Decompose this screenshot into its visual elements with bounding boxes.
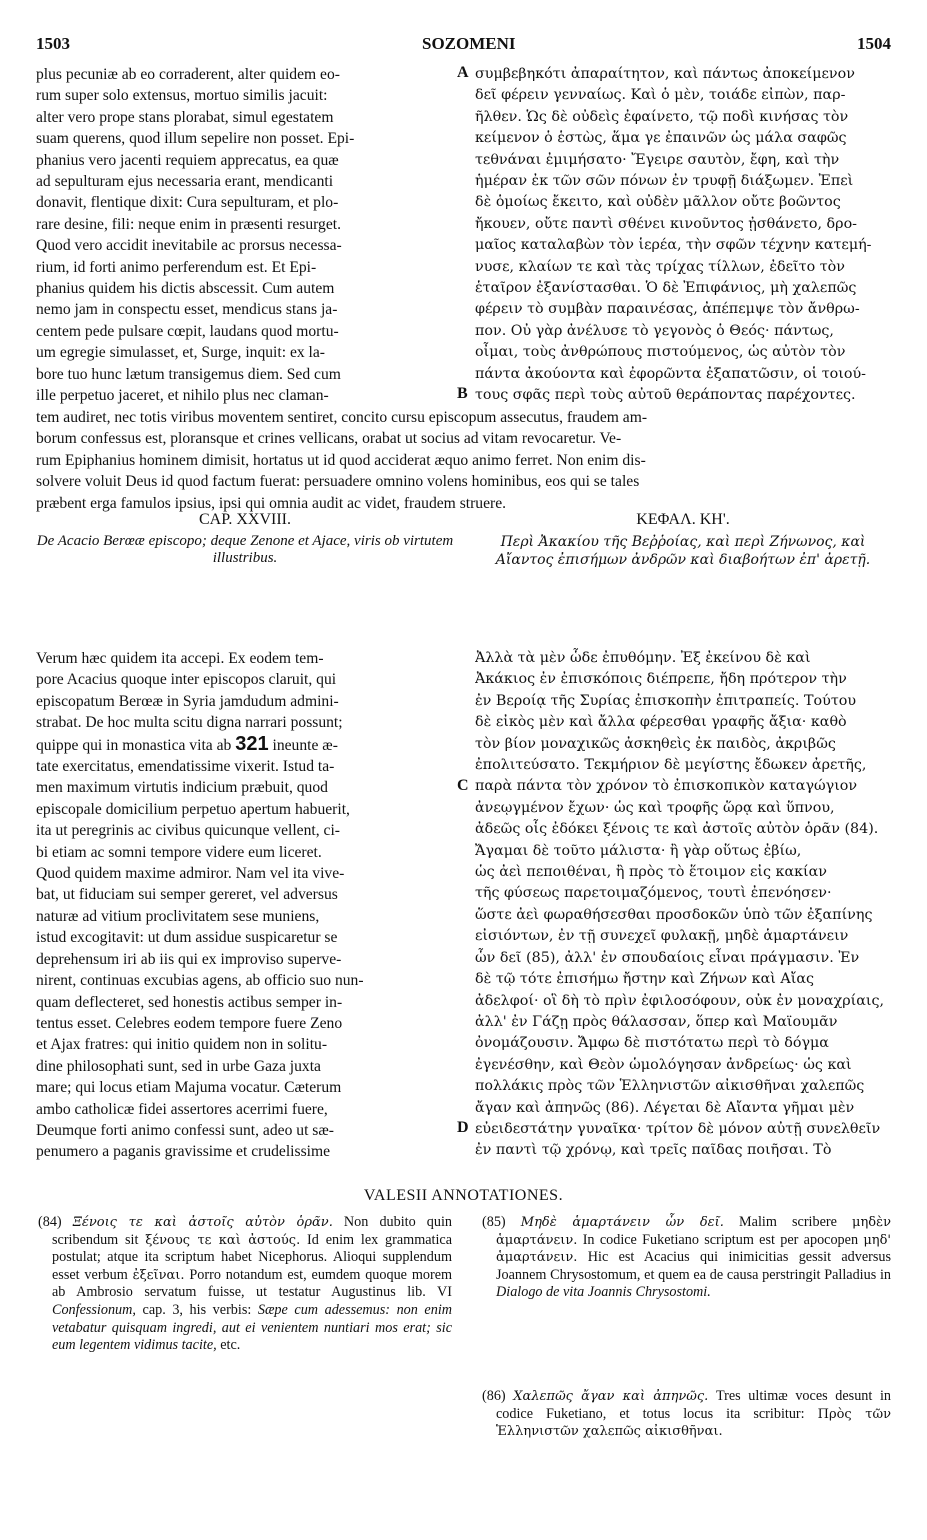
margin-marker-a: A	[457, 64, 469, 81]
text-line: ἐγενέσθην, καὶ Θεὸν ὡμολόγησαν ἀνδρείως· ὡς καὶ	[475, 1056, 852, 1073]
note-text: Malim scribere	[739, 1214, 837, 1230]
note-greek: μηδὲν ἁμαρτάνειν.	[496, 1215, 891, 1248]
note-italic: Confessionum,	[52, 1301, 136, 1318]
text-line: borum confessus est, ploransque et crines vellicans, orabat ut socius ad vitam revocaretur. Ve-	[36, 430, 622, 448]
text-line: Verum hæc quidem ita accepi. Ex eodem tem-	[36, 650, 324, 667]
text-line: ἀλλ' ἐν Γάζῃ πρὸς θάλασσαν, ὅπερ καὶ Μαϊουμᾶν	[475, 1013, 838, 1030]
text-line: rare desine, fili: neque enim in præsenti resurget.	[36, 215, 341, 233]
text-line: Ἀλλὰ τὰ μὲν ὧδε ἐπυθόμην. Ἐξ ἐκείνου δὲ καὶ	[475, 650, 811, 666]
text-line	[36, 734, 454, 756]
latin-column-top	[36, 64, 454, 407]
text-line: Quod quidem maxime admiror. Nam vel ita vive-	[36, 865, 345, 883]
note-lemma: Χαλεπῶς ἄγαν καὶ ἀπηνῶς.	[513, 1389, 709, 1404]
text-line: donavit, flentique dixit: Cura sepulturam, et plo-	[36, 194, 339, 212]
text-line: μαῖος καταλαβὼν τὸν ἱερέα, τὴν σφῶν τέχνην κατεμή-	[475, 237, 872, 254]
text-line: ἀνεῳγμένον ἔχων· ὡς καὶ τροφῆς ὥρᾳ καὶ ὕπνου,	[475, 799, 835, 816]
text-line: οἶμαι, τοὺς ἀνθρώπους πιστούμενος, ὡς αὐτὸν τὸν	[475, 344, 846, 361]
note-greek: ξένους τε καὶ ἀστούς.	[145, 1232, 301, 1248]
text-line: ὥστε ἀεὶ φωραθήσεσθαι προσδοκῶν ὑπὸ τῶν ἐξαπίνης	[475, 906, 873, 923]
text-line: ἡμέραν ἐκ τῶν σῶν πόνων ἐν τρυφῇ διάξωμεν. Ἐπεὶ	[475, 173, 854, 190]
right-page-number: 1504	[857, 34, 891, 53]
text-line: naturæ ad vitium proclivitatem sese muniens,	[36, 907, 320, 925]
text-line: quam deflecteret, sed honestis actibus semper in-	[36, 993, 343, 1011]
margin-marker-d: D	[457, 1119, 469, 1136]
latin-column-body	[36, 648, 454, 1163]
note-text: In codice Fuketiano scriptum est per apocopen	[582, 1231, 859, 1248]
text-line: episcopatum Berœæ in Syria jamdudum admini-	[36, 692, 339, 710]
text-line: δεῖ φέρειν γενναίως. Καὶ ὁ μὲν, τοιάδε εἰπὼν, παρ-	[475, 87, 846, 104]
text-line: et Ajax fratres: qui initio quidem non in solitu-	[36, 1036, 328, 1054]
text-line: ὀνομάζουσιν. Ἄμφω δὲ πιστότατω περὶ τὸ δόγμα	[475, 1035, 829, 1052]
annotation-86	[482, 1388, 892, 1441]
text-span: quippe qui in monastica vita ab	[36, 736, 236, 754]
text-line: ἤκουεν, οὔτε παντὶ σθένει κινοῦντος ᾐσθάνετο, δρο-	[475, 215, 858, 232]
text-line: mare; qui locus etiam Majuma vocatur. Cæterum	[36, 1079, 342, 1097]
text-line: ἑταῖρον ἐξανίστασθαι. Ὁ δὲ Ἐπιφάνιος, μὴ χαλεπῶς	[475, 280, 857, 297]
text-line: τους σφᾶς περὶ τοὺς αὐτοῦ θεράποντας παρέχοντες.	[475, 387, 856, 404]
text-line: deprehensum iri ab iis qui ex improviso superve-	[36, 950, 342, 968]
latin-chapter-heading: CAP. XXVIII.	[199, 511, 291, 528]
text-line: Quod vero accidit inevitabile ac prorsus necessa-	[36, 237, 342, 255]
text-line: Deumque forti animo confessi sunt, adeo ut sæ-	[36, 1121, 334, 1139]
note-greek: Πρὸς τῶν Ἑλληνιστῶν χαλεπῶς αἰκισθῆναι.	[496, 1406, 891, 1440]
text-line: alter vero prope stans plorabat, simul egestatem	[36, 108, 334, 126]
note-greek: ἐξεῖναι.	[132, 1267, 185, 1283]
text-line: εὐειδεστάτην γυναῖκα· τρίτον δὲ μόνον αὐτῇ συνελθεῖν	[475, 1120, 881, 1137]
text-line: nirent, continuas excubias agens, ab officio suo nun-	[36, 972, 364, 990]
note-text: Id enim lex grammatica postulat; atque ita scriptum habet Nicephorus. Alioqui supplendum esset verbum	[52, 1231, 453, 1283]
page-reference-number: 321	[235, 732, 269, 755]
margin-marker-c: C	[457, 777, 469, 794]
text-line: suam querens, quod illum sepelire non posset. Epi-	[36, 130, 355, 148]
text-line: bore tuo hunc lætum transigemus diem. Sed cum	[36, 365, 341, 383]
text-line: ad sepulturam ejus necessaria erant, mendicanti	[36, 173, 334, 191]
text-line: Ἀκάκιος ἐν ἐπισκόποις διέπρεπε, ἤδη πρότερον τὴν	[475, 671, 847, 688]
note-number: (86)	[482, 1388, 506, 1404]
text-line: ἄγαν καὶ ἀπηνῶς (86). Λέγεται δὲ Αἴαντα γῆμαι μὲν	[475, 1099, 855, 1116]
text-line: tentus esset. Celebres eodem tempore fuere Zeno	[36, 1014, 343, 1032]
text-line: ῆλθεν. Ὡς δὲ οὐδεὶς ἐφαίνετο, τῷ ποδὶ κινήσας τὸν	[475, 108, 849, 125]
note-italic: Sæpe cum adessemus: non enim vetabatur quisquam ingredi, aut ei venientem nuntiari mos erat; sic eum legentem vidimus tacite,	[52, 1301, 453, 1354]
text-line: pore Acacius quoque inter episcopos claruit, qui	[36, 671, 337, 689]
text-line: ἀδελφοί· οἳ δὴ τὸ πρὶν ἐφιλοσόφουν, οὐκ ἐν μοναχρίαις,	[475, 992, 885, 1009]
text-line: centem pede pulsare cœpit, laudans quod mortu-	[36, 322, 339, 340]
note-text: Tres ultimæ voces desunt in codice Fuketiano, et totus locus ita scribitur:	[496, 1388, 892, 1422]
text-line: nemo jam in conspectu esset, mendicus stans ja-	[36, 301, 338, 319]
note-text: Hic est Acacius qui inimicitias gessit adversus Joannem Chrysostomum, et quem ea de causa perstringit Palladius in	[496, 1249, 892, 1283]
text-line: dine philosophati sunt, sed in urbe Gaza juxta	[36, 1057, 321, 1075]
text-line: rum super solo extensus, mortuo similis jacuit:	[36, 87, 328, 105]
text-line: Ἄγαμαι δὲ τοῦτο μάλιστα· ἢ γὰρ οὕτως ἐβίω,	[475, 842, 802, 859]
text-line: φέρειν τὸ συμβὰν παραινέσας, ἀπέπεμψε τὸν ἄνθρω-	[475, 301, 860, 318]
note-italic: Dialogo de vita Joannis Chrysostomi.	[496, 1284, 711, 1301]
running-header	[36, 34, 891, 56]
text-line: strabat. De hoc multa scitu digna narrari possunt;	[36, 714, 343, 732]
greek-column-top	[475, 64, 891, 407]
note-lemma: Ξένοις τε καὶ ἀστοῖς αὐτὸν ὁρᾶν.	[72, 1215, 333, 1230]
full-width-paragraph	[36, 407, 891, 514]
note-text: Porro notandum est, eumdem quoque morem ab Ambrosio servatum fuisse, ut testatur Augustinus lib. VI	[52, 1266, 453, 1301]
text-line: præbent erga famulos ipsius, ipsi qui omnia audit ac videt, fraudem struere.	[36, 494, 507, 512]
annotations-title: VALESII ANNOTATIONES.	[363, 1187, 564, 1204]
text-line: rum Epiphanius hominem dimisit, hortatus ut id quod acciderat æquo animo ferret. Non enim dis-	[36, 451, 646, 469]
text-line: istud excogitavit: ut dum assidue suspicaretur se	[36, 929, 338, 947]
note-number: (85)	[482, 1214, 506, 1230]
text-span: ineunte æ-	[268, 736, 338, 754]
text-line: τεθνάναι ἐμιμήσατο· Ἔγειρε σαυτὸν, ἔφη, καὶ τὴν	[475, 151, 840, 168]
text-line: tem audiret, nec totis viribus moventem sentiret, concito cursu episcopum assecutus, fraudem am-	[36, 409, 648, 426]
note-text: cap. 3, his verbis:	[142, 1301, 252, 1318]
text-line: ἐπολιτεύσατο. Τεκμήριον δὲ μεγίστης ἔδωκεν ἀρετῆς,	[475, 757, 867, 774]
text-line: πάντα ἀκούοντα καὶ ἐφορῶντα ἐξαπατῶσιν, οἱ τοιού-	[475, 365, 867, 382]
text-line: τῆς φύσεως παρετοιμαζόμενος, τουτὶ ἐπενόησεν·	[475, 885, 832, 902]
text-line: men maximum virtutis indicium præbuit, quod	[36, 779, 328, 797]
margin-marker-b: B	[457, 385, 468, 402]
greek-column-body	[475, 648, 891, 1162]
text-line: um egregie simulasset, et, Surge, inquit: ex la-	[36, 344, 326, 362]
text-line: bi etiam ac somni tempore videre eum liceret.	[36, 843, 322, 861]
text-line: νυσε, κλαίων τε καὶ τὰς τρίχας τίλλων, ἐδεῖτο τὸν	[475, 258, 845, 275]
text-line: εἰσιόντων, ἐν τῇ συνεχεῖ φυλακῇ, μηδὲ ἁμαρτάνειν	[475, 928, 849, 945]
running-title: SOZOMENI	[422, 34, 516, 53]
text-line: phanius quidem his dictis abscessit. Cum autem	[36, 280, 335, 298]
text-line: τὸν βίον μοναχικῶς ἀσκηθεὶς ἐκ παιδὸς, ἀκριβῶς	[475, 735, 836, 752]
note-greek: μηδ' ἁμαρτάνειν.	[496, 1232, 891, 1266]
text-line: ὡς ἀεὶ πεποιθέναι, ἢ πρὸς τὸ ἕτοιμον εἰς κακίαν	[475, 864, 827, 881]
text-line: παρὰ πάντα τὸν χρόνον τὸ ἐπισκοπικὸν καταγώγιον	[475, 778, 858, 795]
greek-chapter-subtitle: Περὶ Ἀκακίου τῆς Βεῤῥοίας, καὶ περὶ Ζήνωνος, καὶ Αἴαντος ἐπισήμων ἀνδρῶν καὶ διαβοήτων ἐπ' ἀρετῇ.	[495, 534, 871, 568]
text-line: bat, ut fiduciam sui semper gereret, vel adversus	[36, 886, 338, 904]
text-line: κείμενον ὁ ἑστὼς, ἅμα γε ἐπαινῶν ὡς μάλα σαφῶς	[475, 130, 847, 147]
annotation-84	[38, 1214, 453, 1355]
text-line: tate exercitatus, emendatissime vixerit. Istud ta-	[36, 758, 335, 776]
text-line: solvere voluit Deus id quod factum fuerat: persuadere omnino volens hominibus, eos qui se tales	[36, 473, 640, 491]
text-line: δὲ ὁμοίως ἔκειτο, καὶ οὐδὲν μᾶλλον οὔτε βοῶντος	[475, 194, 841, 211]
text-line: δὲ εἰκὸς μὲν καὶ ἄλλα φέρεσθαι γραφῆς ἄξια· καθὸ	[475, 714, 847, 731]
text-line: πον. Οὐ γὰρ ἀνέλυσε τὸ γεγονὸς ὁ Θεός· πάντως,	[475, 322, 834, 339]
text-line: πολλάκις πρὸς τῶν Ἑλληνιστῶν αἰκισθῆναι χαλεπῶς	[475, 1078, 865, 1095]
note-text: Non dubito quin scribendum sit	[52, 1214, 453, 1248]
text-line: ὧν δεῖ (85), ἀλλ' ἐν σπουδαίοις εἶναι πράγμασιν. Ἐν	[475, 949, 860, 966]
annotation-85	[482, 1214, 892, 1302]
text-line: ἐν Βεροίᾳ τῆς Συρίας ἐπισκοπὴν ἐπιτραπείς. Τούτου	[475, 692, 857, 709]
latin-chapter-subtitle: De Acacio Berœæ episcopo; deque Zenone et Ajace, viris ob virtutem illustribus.	[36, 533, 454, 566]
note-text: etc.	[220, 1337, 241, 1354]
text-line: ille perpetuo jaceret, et nihilo plus nec claman-	[36, 387, 329, 405]
text-line: penumero a paganis gravissime et crudelissime	[36, 1143, 331, 1161]
text-line: rium, id forti animo perferendum est. Et Epi-	[36, 258, 317, 276]
text-line: δὲ τῷ τότε ἐπισήμω ἤστην καὶ Ζήνων καὶ Αἴας	[475, 971, 814, 988]
text-line: ἀδεῶς οἷς ἐδόκει ξένοις τε καὶ ἀστοῖς αὐτὸν ὁρᾶν (84).	[475, 821, 879, 838]
text-line: συμβεβηκότι ἀπαραίτητον, καὶ πάντως ἀποκείμενον	[475, 66, 855, 82]
text-line: ἐν παντὶ τῷ χρόνῳ, καὶ τρεῖς παῖδας ποιῆσαι. Τὸ	[475, 1142, 832, 1159]
greek-chapter-heading: ΚΕΦΑΛ. ΚΗ'.	[636, 511, 730, 528]
text-line: plus pecuniæ ab eo corraderent, alter quidem eo-	[36, 66, 340, 83]
left-page-number: 1503	[36, 34, 70, 53]
note-number: (84)	[38, 1214, 62, 1230]
text-line: ita ut peregrinis ac civibus quicunque vellent, ci-	[36, 822, 340, 840]
text-line: ambo catholicæ fidei assertores acerrimi fuere,	[36, 1100, 328, 1118]
text-line: phanius vero jacenti requiem apprecatus, ea quæ	[36, 151, 339, 169]
text-line: episcopale domicilium perpetuo apertum habuerit,	[36, 800, 350, 818]
note-lemma: Μηδὲ ἁμαρτάνειν ὧν δεῖ.	[520, 1215, 724, 1230]
